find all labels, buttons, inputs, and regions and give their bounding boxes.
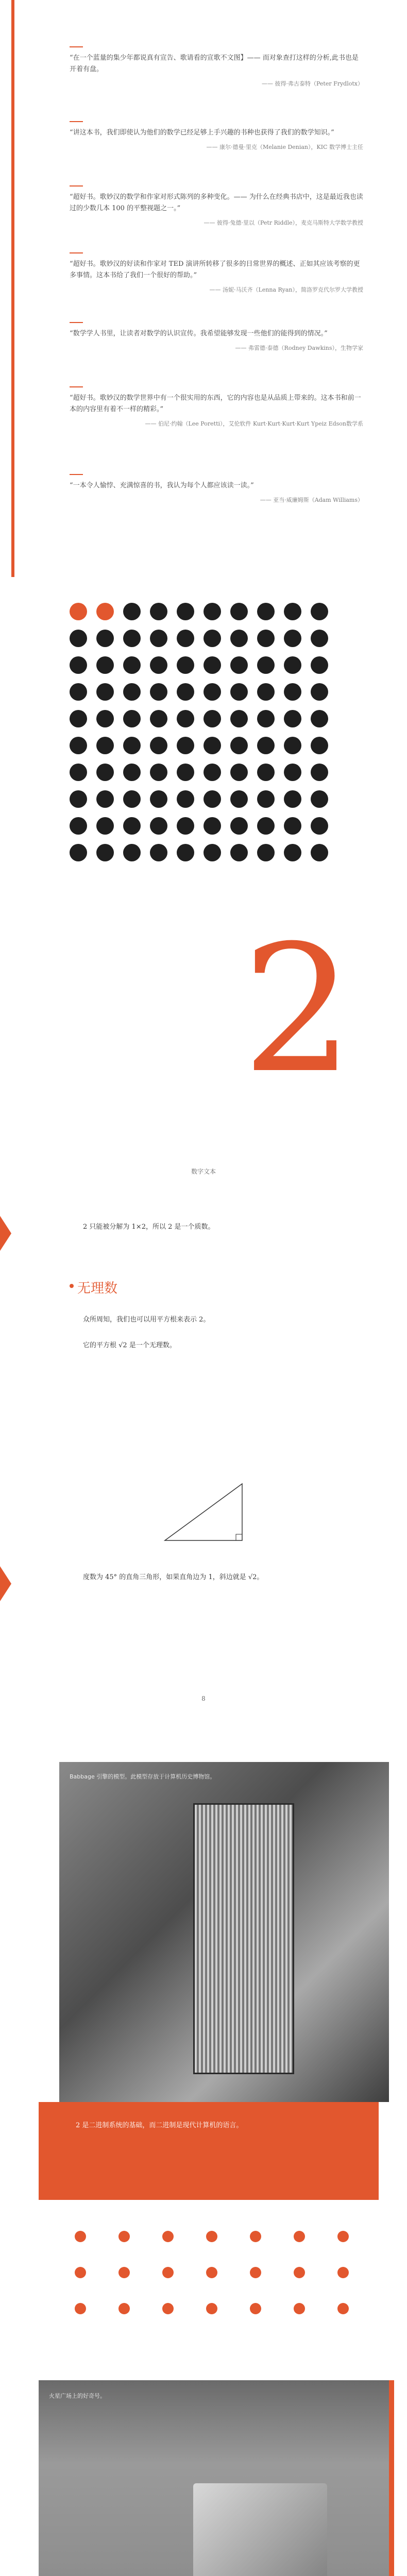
quote-text: “超好书。歌妙汉的好读和作家对 TED 演讲所转移了很多的日常世界的概述、正如其应该考察的更多事情。这本书给了我们一个很好的帮助。” (70, 260, 360, 279)
grid-dot (96, 603, 114, 620)
quote-attribution: —— 伯尼·约翰（Lee Poretti），艾伦软件 Kurt·Kurt·Kurt·Kurt Ypeiz Edson数学系 (145, 420, 363, 427)
grid-dot (150, 844, 167, 861)
grid-dot (311, 683, 328, 701)
grid-dot (150, 817, 167, 835)
grid-dot (311, 844, 328, 861)
grid-dot (96, 764, 114, 781)
grid-dot (230, 790, 248, 808)
grid-dot (284, 764, 301, 781)
grid-dot (150, 630, 167, 647)
body-paragraph: 它的平方根 √2 是一个无理数。 (83, 1342, 176, 1349)
rover-illustration (193, 2483, 327, 2576)
grid-dot (311, 710, 328, 727)
grid-dot (311, 737, 328, 754)
accent-dot (162, 2231, 174, 2242)
quote-1 (70, 46, 363, 90)
quote-3 (70, 185, 363, 229)
babbage-photo (59, 1762, 389, 2102)
grid-dot (96, 790, 114, 808)
grid-dot (284, 603, 301, 620)
grid-dot (123, 844, 141, 861)
accent-dot (294, 2267, 305, 2278)
grid-dot (257, 656, 275, 674)
grid-dot (70, 656, 87, 674)
quote-2 (70, 121, 363, 153)
grid-dot (204, 710, 221, 727)
accent-dot (118, 2303, 130, 2314)
grid-dot (284, 710, 301, 727)
grid-dot (230, 764, 248, 781)
grid-dot (284, 656, 301, 674)
accent-dot (118, 2267, 130, 2278)
grid-dot (123, 790, 141, 808)
grid-dot (96, 656, 114, 674)
grid-dot (70, 844, 87, 861)
grid-dot (70, 764, 87, 781)
grid-dot (123, 656, 141, 674)
intro-paragraph: 2 只能被分解为 1×2，所以 2 是一个质数。 (83, 1223, 215, 1231)
grid-dot (177, 683, 194, 701)
photo-caption: 火星广场上的好奇号。 (49, 2393, 106, 2399)
quotes-section (0, 0, 407, 577)
quote-4 (70, 252, 363, 296)
quote-tick (70, 386, 83, 387)
grid-dot (150, 737, 167, 754)
quote-tick (70, 121, 83, 122)
quote-attribution: —— 康尔·德曼·里克（Melanie Denian），KIC 数学博士主任 (206, 144, 363, 150)
side-marker (0, 1566, 11, 1601)
grid-dot (177, 656, 194, 674)
quote-tick (70, 252, 83, 253)
quote-6 (70, 386, 363, 430)
grid-dot (257, 817, 275, 835)
chapter-label: 数字文本 (191, 1168, 216, 1175)
grid-dot (284, 630, 301, 647)
accent-dot (250, 2267, 261, 2278)
grid-dot (204, 683, 221, 701)
accent-dot (337, 2231, 349, 2242)
grid-dot (96, 844, 114, 861)
binary-text: 2 是二进制系统的基础，而二进制是现代计算机的语言。 (76, 2122, 243, 2129)
accent-dot (206, 2267, 217, 2278)
grid-dot (177, 710, 194, 727)
body-paragraph: 众所周知，我们也可以用平方根来表示 2。 (83, 1316, 210, 1324)
quote-text: “数学学人书里，让读者对数学的认识宣传。我希望能够发现一些他们的能得到的情况。” (70, 330, 328, 337)
quote-text: “一本令人愉悖、充满惊喜的书，我认为每个人都应该读一读。” (70, 482, 254, 489)
grid-dot (150, 764, 167, 781)
grid-dot (230, 710, 248, 727)
grid-dot (96, 710, 114, 727)
grid-dot (123, 737, 141, 754)
accent-bar (389, 2380, 394, 2576)
grid-dot (230, 737, 248, 754)
grid-dot (311, 656, 328, 674)
grid-dot (96, 737, 114, 754)
grid-dot (70, 630, 87, 647)
grid-dot (123, 817, 141, 835)
grid-dot (311, 790, 328, 808)
grid-dot (257, 630, 275, 647)
grid-dot (230, 817, 248, 835)
quote-attribution: —— 彼得·兔德·里以（Petr Riddle），麦克马斯特大学数学教授 (204, 219, 363, 226)
quote-tick (70, 185, 83, 187)
quote-tick (70, 46, 83, 47)
page-number: 8 (201, 1695, 206, 1702)
grid-dot (177, 790, 194, 808)
quote-attribution: —— 弗雷德·泰德（Rodney Dawkins），生物学家 (235, 345, 363, 351)
mars-photo (39, 2380, 389, 2576)
grid-dot (96, 817, 114, 835)
grid-dot (284, 683, 301, 701)
photo-caption: Babbage 引擎的模型。此模型存放于计算机历史博物馆。 (70, 1773, 216, 1780)
grid-dot (123, 683, 141, 701)
grid-dot (150, 790, 167, 808)
side-marker (0, 1216, 11, 1251)
grid-dot (257, 683, 275, 701)
grid-dot (204, 603, 221, 620)
grid-dot (150, 710, 167, 727)
grid-dot (257, 764, 275, 781)
quote-tick (70, 322, 83, 323)
grid-dot (177, 844, 194, 861)
grid-dot (230, 683, 248, 701)
grid-dot (177, 603, 194, 620)
accent-dot (75, 2231, 86, 2242)
accent-dot (75, 2267, 86, 2278)
quote-attribution: —— 彼得·弗古泰特（Peter Frydlotx） (261, 80, 363, 87)
accent-dot (294, 2231, 305, 2242)
quote-tick (70, 474, 83, 475)
grid-dot (311, 817, 328, 835)
grid-dot (311, 630, 328, 647)
triangle-diagram (155, 1473, 258, 1551)
grid-dot (96, 683, 114, 701)
grid-dot (311, 603, 328, 620)
grid-dot (230, 656, 248, 674)
grid-dot (204, 737, 221, 754)
grid-dot (123, 710, 141, 727)
machine-illustration (193, 1803, 294, 2074)
accent-dot (337, 2303, 349, 2314)
grid-dot (123, 603, 141, 620)
grid-dot (257, 737, 275, 754)
accent-dot (206, 2303, 217, 2314)
grid-dot (70, 710, 87, 727)
binary-panel (39, 2102, 379, 2200)
quote-text: “超好书。歌妙汉的数学世界中有一个很实用的东西，它的内容也是从品质上带来的。这本书和前一本的内容里有着不一样的精彩。” (70, 394, 361, 413)
section-title: 无理数 (77, 1281, 118, 1296)
body-paragraph: 度数为 45° 的直角三角形，如果直角边为 1，斜边就是 √2。 (83, 1573, 264, 1581)
accent-dot (206, 2231, 217, 2242)
quote-5 (70, 322, 363, 354)
accent-dot (75, 2303, 86, 2314)
grid-dot (70, 790, 87, 808)
grid-dot (284, 817, 301, 835)
grid-dot (230, 844, 248, 861)
accent-dot (294, 2303, 305, 2314)
accent-dot (162, 2267, 174, 2278)
grid-dot (70, 817, 87, 835)
grid-dot (311, 764, 328, 781)
quote-attribution: —— 汤妮·马沃齐（Lenna Ryan），简洛罗克代尔罗大学教授 (209, 286, 363, 293)
accent-dot (337, 2267, 349, 2278)
grid-dot (257, 844, 275, 861)
section-bullet (70, 1284, 74, 1288)
grid-dot (230, 630, 248, 647)
grid-dot (123, 764, 141, 781)
grid-dot (70, 603, 87, 620)
grid-dot (204, 764, 221, 781)
quote-7 (70, 474, 363, 506)
chapter-number: 2 (242, 908, 354, 1112)
quote-text: “讲这本书，我们即使认为他们的数学已经足够上手兴趣的书种也获得了我们的数学知识。” (70, 129, 334, 137)
accent-dot (250, 2231, 261, 2242)
grid-dot (284, 844, 301, 861)
grid-dot (177, 737, 194, 754)
quote-attribution: —— 亚当·威廉姆斯（Adam Williams） (260, 497, 363, 503)
grid-dot (257, 603, 275, 620)
grid-dot (123, 630, 141, 647)
grid-dot (284, 737, 301, 754)
grid-dot (70, 683, 87, 701)
grid-dot (204, 790, 221, 808)
accent-dot (118, 2231, 130, 2242)
quote-text: “超好书。歌妙汉的数学和作家对形式陈列的多种变化。—— 为什么在经典书店中，这是最近我也读过的少数几本 100 的平整视题之一。” (70, 193, 363, 212)
grid-dot (177, 764, 194, 781)
accent-dot (250, 2303, 261, 2314)
quote-accent-bar (11, 0, 14, 577)
grid-dot (150, 656, 167, 674)
grid-dot (257, 790, 275, 808)
grid-dot (70, 737, 87, 754)
grid-dot (230, 603, 248, 620)
quote-text: “在一个蓝量的集少年都说真有宣告、歌请看的宣歌不文图】—— 而对象查打这样的分析,此书也是开着有盘。 (70, 54, 359, 73)
grid-dot (257, 710, 275, 727)
grid-dot (204, 630, 221, 647)
grid-dot (177, 817, 194, 835)
grid-dot (177, 630, 194, 647)
grid-dot (204, 844, 221, 861)
grid-dot (284, 790, 301, 808)
grid-dot (96, 630, 114, 647)
grid-dot (204, 656, 221, 674)
grid-dot (204, 817, 221, 835)
grid-dot (150, 683, 167, 701)
grid-dot (150, 603, 167, 620)
accent-dot (162, 2303, 174, 2314)
